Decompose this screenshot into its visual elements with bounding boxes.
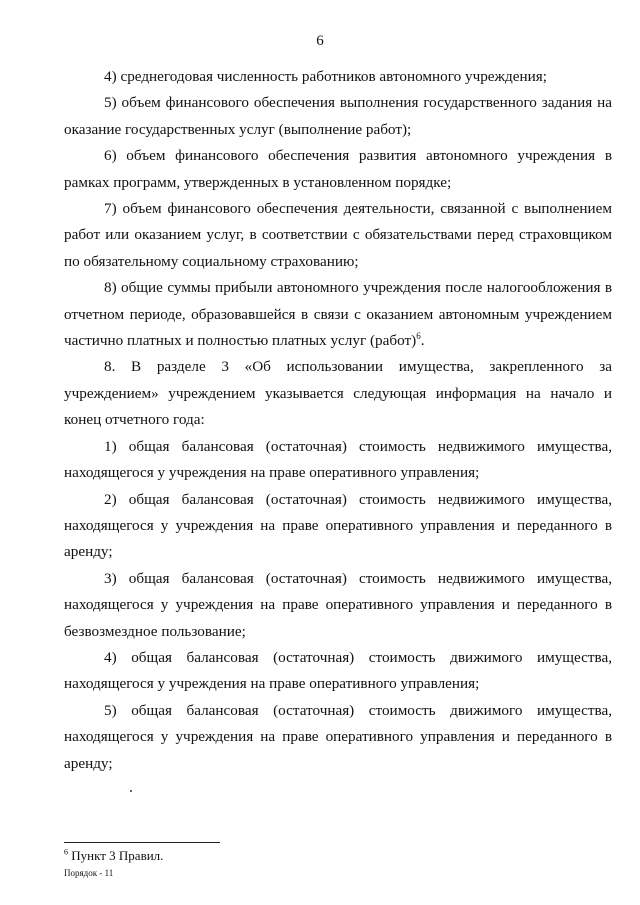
footnote-divider	[64, 842, 220, 843]
paragraph-item-8-text: 8) общие суммы прибыли автономного учреждения после налогообложения в отчетном периоде, образовавшейся в связи с оказанием автономным учреждением частично платных и полностью платных услуг (работ)	[64, 279, 612, 350]
footnote-text: Пункт 3 Правил.	[71, 848, 164, 863]
page-number: 6	[316, 33, 324, 49]
paragraph-item-5: 5) объем финансового обеспечения выполнения государственного задания на оказание государственных услуг (выполнение работ);	[64, 94, 612, 138]
document-code: Порядок - 11	[64, 868, 114, 878]
list-item-3: 3) общая балансовая (остаточная) стоимость недвижимого имущества, находящегося у учреждения на праве оперативного управления и переданного в безвозмездное пользование;	[64, 569, 612, 640]
footnote-marker: 6	[64, 847, 68, 857]
footnote-reference: 6	[416, 331, 421, 341]
paragraph-item-6: 6) объем финансового обеспечения развития автономного учреждения в рамках программ, утвержденных в установленном порядке;	[64, 147, 612, 191]
paragraph-item-8	[64, 275, 612, 354]
scan-dot-mark	[130, 790, 132, 792]
list-item-4: 4) общая балансовая (остаточная) стоимость движимого имущества, находящегося у учреждения на праве оперативного управления;	[64, 648, 612, 693]
section-8-intro: 8. В разделе 3 «Об использовании имущества, закрепленного за учреждением» учреждением указывается следующая информация на начало и конец отчетного года:	[64, 358, 612, 429]
document-body	[64, 64, 612, 777]
paragraph-item-7: 7) объем финансового обеспечения деятельности, связанной с выполнением работ или оказанием услуг, в соответствии с обязательствами перед страховщиком по обязательному социальному страхованию;	[64, 200, 612, 270]
list-item-2: 2) общая балансовая (остаточная) стоимость недвижимого имущества, находящегося у учреждения на праве оперативного управления и переданного в аренду;	[64, 490, 612, 561]
list-item-5: 5) общая балансовая (остаточная) стоимость движимого имущества, находящегося у учреждения на праве оперативного управления и переданного в аренду;	[64, 701, 612, 772]
footnote	[64, 848, 163, 864]
paragraph-item-8-end: .	[420, 332, 425, 350]
list-item-1: 1) общая балансовая (остаточная) стоимость недвижимого имущества, находящегося у учреждения на праве оперативного управления;	[64, 437, 612, 482]
paragraph-item-4: 4) среднегодовая численность работников автономного учреждения;	[104, 68, 547, 85]
